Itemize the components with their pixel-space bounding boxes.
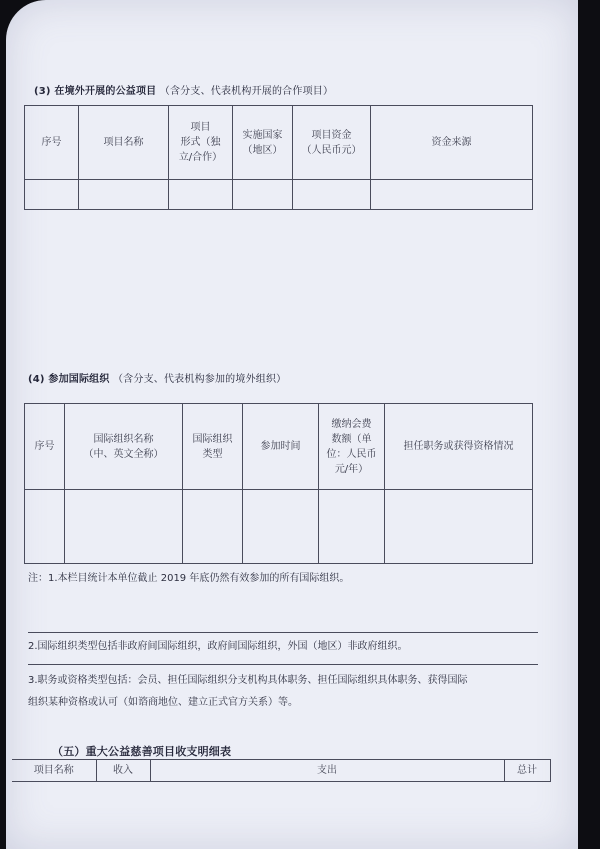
- header-total: 总计: [504, 760, 550, 782]
- table-cell: [371, 180, 533, 210]
- table-cell: [243, 490, 319, 564]
- note-3-line-2: 组织某种资格或认可（如谘商地位、建立正式官方关系）等。: [28, 697, 298, 708]
- header-org-type: 国际组织 类型: [183, 404, 243, 490]
- table-row: [25, 180, 533, 210]
- note-2: 2.国际组织类型包括非政府间国际组织，政府间国际组织，外国（地区）非政府组织。: [28, 641, 408, 652]
- table-row: [25, 490, 533, 564]
- section-4-title: [28, 370, 286, 385]
- header-join-time: 参加时间: [243, 404, 319, 490]
- table-cell: [293, 180, 371, 210]
- international-orgs-table: [24, 403, 533, 564]
- section-3-subtitle: （含分支、代表机构开展的合作项目）: [159, 86, 334, 97]
- header-funds: 项目资金 （人民币元）: [293, 106, 371, 180]
- table-cell: [25, 180, 79, 210]
- section-4-heading: (4) 参加国际组织: [28, 374, 110, 385]
- divider: [28, 632, 538, 633]
- table-cell: [233, 180, 293, 210]
- document-page: [6, 0, 578, 849]
- header-project-name: 项目名称: [12, 760, 96, 782]
- table-cell: [25, 490, 65, 564]
- table-header-row: [25, 404, 533, 490]
- table-header-row: [25, 106, 533, 180]
- table-cell: [169, 180, 233, 210]
- table-cell: [79, 180, 169, 210]
- table-cell: [319, 490, 385, 564]
- table-cell: [385, 490, 533, 564]
- header-position: 担任职务或获得资格情况: [385, 404, 533, 490]
- header-project-name: 项目名称: [79, 106, 169, 180]
- section-3-title: [34, 82, 333, 97]
- divider: [28, 664, 538, 665]
- table-cell: [65, 490, 183, 564]
- header-membership-fee: 缴纳会费 数额（单 位：人民币 元/年）: [319, 404, 385, 490]
- section-5-title: [52, 743, 231, 759]
- note-3-line-1: 3.职务或资格类型包括：会员、担任国际组织分支机构具体职务、担任国际组织具体职务、获得国际: [28, 675, 468, 686]
- table-header-row: [12, 760, 550, 782]
- header-country: 实施国家 （地区）: [233, 106, 293, 180]
- header-serial: 序号: [25, 404, 65, 490]
- section-5-heading: （五）重大公益慈善项目收支明细表: [52, 745, 232, 758]
- overseas-projects-table: [24, 105, 533, 210]
- header-income: 收入: [96, 760, 150, 782]
- header-org-name: 国际组织名称 （中、英文全称）: [65, 404, 183, 490]
- header-expense: 支出: [150, 760, 504, 782]
- header-serial: 序号: [25, 106, 79, 180]
- section-3-heading: (3) 在境外开展的公益项目: [34, 86, 157, 97]
- header-fund-source: 资金来源: [371, 106, 533, 180]
- header-project-form: 项目 形式（独 立/合作）: [169, 106, 233, 180]
- charity-income-expense-table: [12, 759, 551, 782]
- table-cell: [183, 490, 243, 564]
- note-1: 注：1.本栏目统计本单位截止 2019 年底仍然有效参加的所有国际组织。: [28, 573, 350, 584]
- section-4-subtitle: （含分支、代表机构参加的境外组织）: [112, 374, 287, 385]
